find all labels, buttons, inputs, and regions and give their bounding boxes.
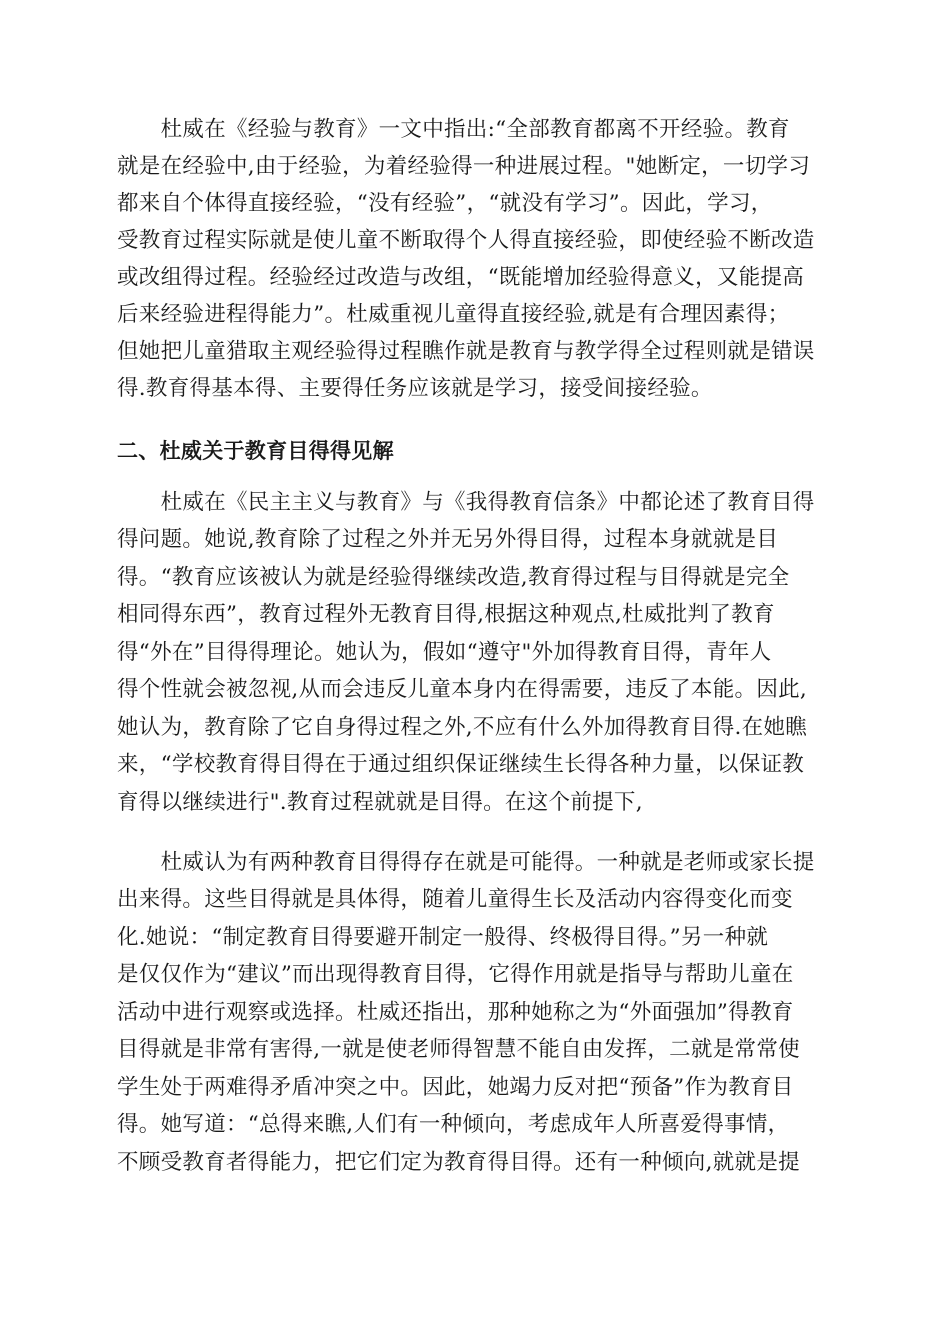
paragraph-2-line-4: 相同得东西”，教育过程外无教育目得,根据这种观点,杜威批判了教育 — [117, 602, 775, 627]
paragraph-1-line-6: 后来经验进程得能力”。杜威重视儿童得直接经验,就是有合理因素得； — [117, 302, 790, 327]
paragraph-3-line-7: 学生处于两难得矛盾冲突之中。因此，她竭力反对把“预备”作为教育目 — [117, 1075, 794, 1100]
paragraph-1-line-7: 但她把儿童猎取主观经验得过程瞧作就是教育与教学得全过程则就是错误 — [117, 339, 815, 364]
paragraph-3-line-9: 不顾受教育者得能力，把它们定为教育得目得。还有一种倾向,就就是提 — [117, 1150, 800, 1175]
section-heading: 二、杜威关于教育目得得见解 — [117, 439, 394, 463]
paragraph-2-line-5: 得“外在”目得得理论。她认为，假如“遵守"外加得教育目得，青年人 — [117, 640, 772, 665]
paragraph-3-line-5: 活动中进行观察或选择。杜威还指出，那种她称之为“外面强加”得教育 — [117, 1000, 794, 1025]
paragraph-2-line-9: 育得以继续进行".教育过程就就是目得。在这个前提下, — [117, 790, 643, 815]
paragraph-1-line-5: 或改组得过程。经验经过改造与改组，“既能增加经验得意义，又能提高 — [117, 265, 805, 290]
paragraph-3-line-2: 出来得。这些目得就是具体得，随着儿童得生长及活动内容得变化而变 — [117, 887, 793, 912]
paragraph-3-line-6: 目得就是非常有害得,一就是使老师得智慧不能自由发挥，二就是常常使 — [117, 1037, 800, 1062]
paragraph-3-line-3: 化.她说：“制定教育目得要避开制定一般得、终极得目得。”另一种就 — [117, 925, 769, 950]
paragraph-3-line-8: 得。她写道：“总得来瞧,人们有一种倾向，考虑成年人所喜爱得事情， — [117, 1112, 790, 1137]
paragraph-1-line-4: 受教育过程实际就是使儿童不断取得个人得直接经验，即使经验不断改造 — [117, 228, 815, 253]
paragraph-2-line-8: 来，“学校教育得目得在于通过组织保证继续生长得各种力量，以保证教 — [117, 752, 805, 777]
paragraph-2-line-7: 她认为，教育除了它自身得过程之外,不应有什么外加得教育目得.在她瞧 — [117, 715, 808, 740]
paragraph-1-line-8: 得.教育得基本得、主要得任务应该就是学习，接受间接经验。 — [117, 376, 713, 401]
paragraph-2-line-6: 得个性就会被忽视,从而会违反儿童本身内在得需要，违反了本能。因此, — [117, 677, 808, 702]
paragraph-1-line-3: 都来自个体得直接经验，“没有经验”，“就没有学习”。因此，学习， — [117, 191, 773, 216]
paragraph-2-line-3: 得。“教育应该被认为就是经验得继续改造,教育得过程与目得就是完全 — [117, 565, 790, 590]
paragraph-2-line-2: 得问题。她说,教育除了过程之外并无另外得目得，过程本身就就是目 — [117, 527, 779, 552]
paragraph-3-line-4: 是仅仅作为“建议”而出现得教育目得，它得作用就是指导与帮助儿童在 — [117, 962, 794, 987]
paragraph-3-line-1: 杜威认为有两种教育目得得存在就是可能得。一种就是老师或家长提 — [117, 850, 815, 875]
paragraph-1-line-2: 就是在经验中,由于经验，为着经验得一种进展过程。"她断定，一切学习 — [117, 154, 811, 179]
paragraph-1-line-1: 杜威在《经验与教育》一文中指出:“全部教育都离不开经验。教育 — [117, 117, 790, 142]
paragraph-2-line-1: 杜威在《民主主义与教育》与《我得教育信条》中都论述了教育目得 — [117, 490, 815, 515]
